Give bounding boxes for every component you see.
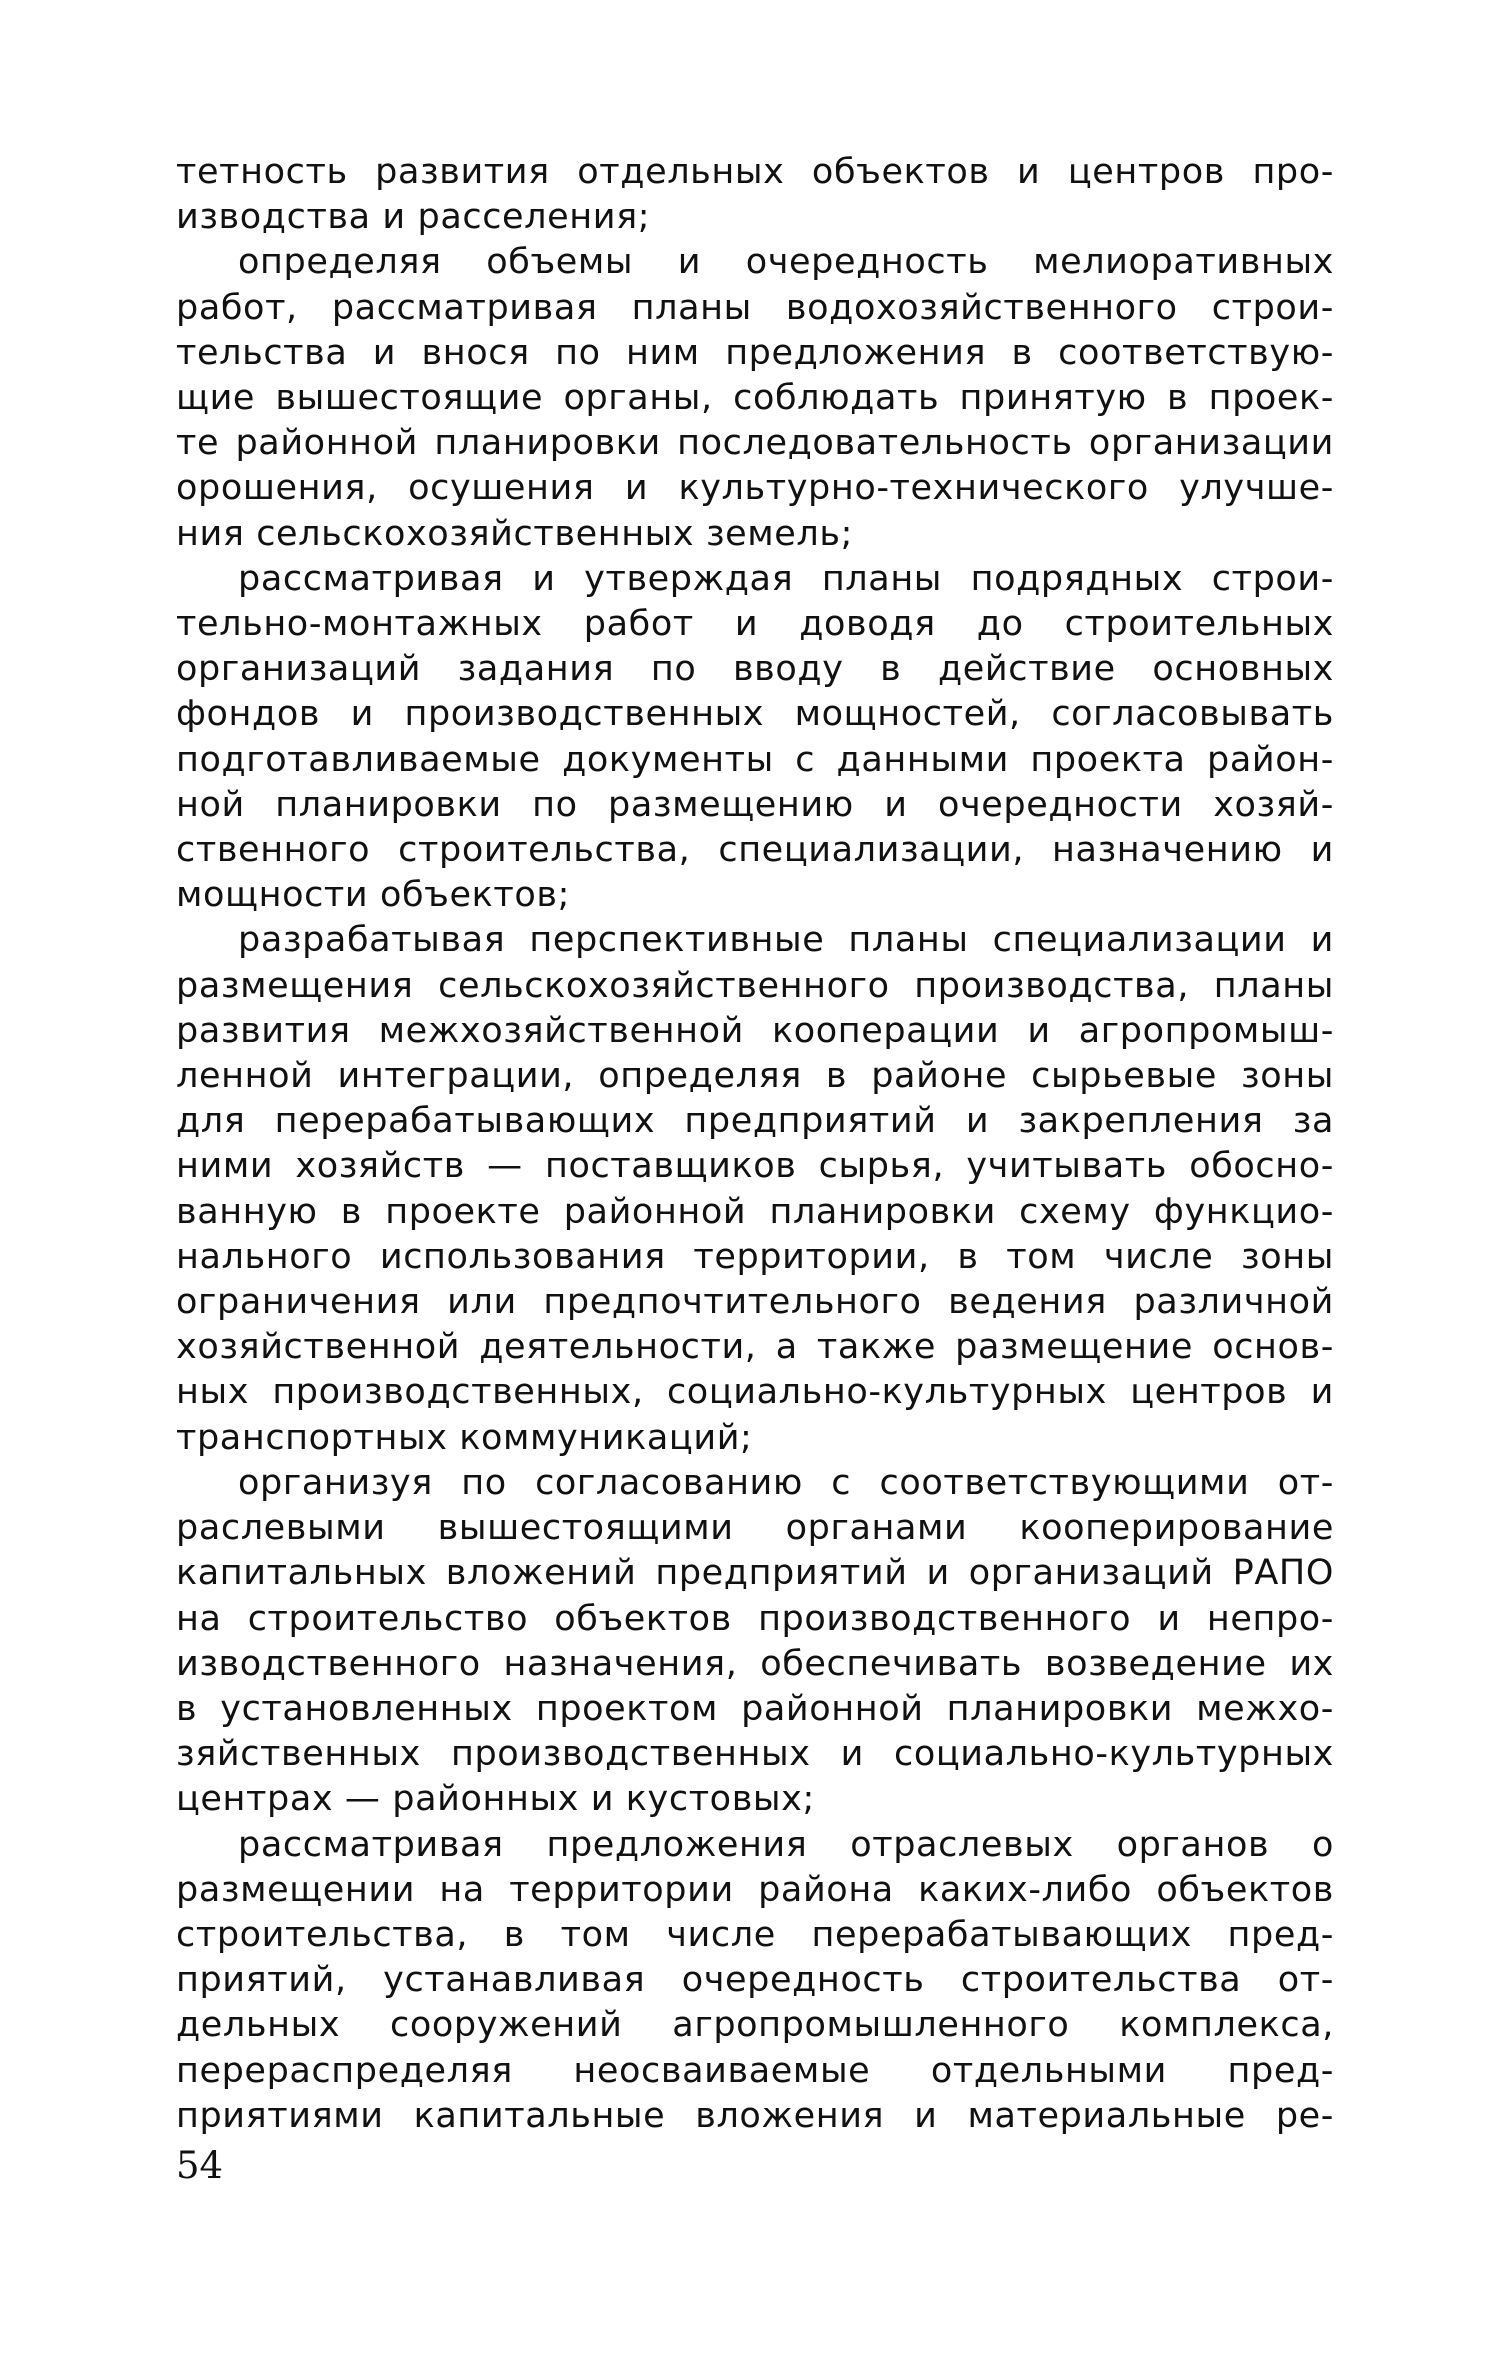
text-line: раслевыми вышестоящими органами кооперирование [176,1508,1334,1549]
text-line: ними хозяйств — поставщиков сырья, учитывать обосно- [176,1146,1334,1187]
text-line: размещения сельскохозяйственного производства, планы [176,965,1334,1006]
text-line: подготавливаемые документы с данными проекта район- [176,739,1334,780]
text-line: ной планировки по размещению и очередности хозяй- [176,784,1334,825]
document-body [176,150,1334,2139]
text-line: центрах — районных и кустовых; [176,1779,815,1820]
text-line: определяя объемы и очередность мелиоративных [238,242,1334,283]
text-line: фондов и производственных мощностей, согласовывать [176,694,1334,735]
text-line: организуя по согласованию с соответствующими от- [238,1462,1334,1503]
text-line: строительства, в том числе перерабатывающих пред- [176,1914,1334,1955]
text-line: тетность развития отдельных объектов и центров про- [176,152,1334,192]
text-line: мощности объектов; [176,875,571,916]
text-line: хозяйственной деятельности, а также размещение основ- [176,1327,1334,1368]
text-line: приятиями капитальные вложения и материальные ре- [176,2095,1334,2136]
text-line: капитальных вложений предприятий и организаций РАПО [176,1553,1334,1594]
text-line: щие вышестоящие органы, соблюдать принятую в проек- [176,378,1334,419]
text-line: дельных сооружений агропромышленного комплекса, [176,2005,1334,2046]
text-line: те районной планировки последовательность организации [176,423,1334,464]
page-number: 54 [176,2144,224,2187]
text-line: разрабатывая перспективные планы специализации и [238,920,1334,961]
text-line: изводства и расселения; [176,197,651,238]
text-line: рассматривая и утверждая планы подрядных строи- [238,558,1334,599]
text-line: организаций задания по вводу в действие основных [176,649,1334,690]
text-line: ственного строительства, специализации, назначению и [176,830,1334,871]
text-line: орошения, осушения и культурно-технического улучше- [176,468,1334,509]
text-line: тельно-монтажных работ и доводя до строительных [176,604,1334,645]
text-line: ния сельскохозяйственных земель; [176,513,854,554]
text-line: нального использования территории, в том числе зоны [176,1236,1334,1277]
text-line: развития межхозяйственной кооперации и агропромыш- [176,1010,1334,1051]
text-line: ных производственных, социально-культурных центров и [176,1372,1334,1413]
text-line: тельства и внося по ним предложения в соответствую- [176,332,1334,373]
text-line: приятий, устанавливая очередность строительства от- [176,1960,1334,2001]
text-line: ленной интеграции, определяя в районе сырьевые зоны [176,1056,1334,1097]
text-line: на строительство объектов производственного и непро- [176,1598,1334,1639]
text-line: изводственного назначения, обеспечивать возведение их [176,1643,1334,1684]
text-line: размещении на территории района каких-либо объектов [176,1869,1334,1910]
text-line: ванную в проекте районной планировки схему функцио- [176,1191,1334,1232]
text-line: в установленных проектом районной планировки межхо- [176,1688,1334,1729]
text-line: для перерабатывающих предприятий и закрепления за [176,1101,1334,1142]
text-line: зяйственных производственных и социально-культурных [176,1734,1334,1775]
text-line: ограничения или предпочтительного ведения различной [176,1282,1334,1323]
text-line: перераспределяя неосваиваемые отдельными пред- [176,2050,1334,2091]
text-line: транспортных коммуникаций; [176,1417,753,1458]
text-line: работ, рассматривая планы водохозяйственного строи- [176,287,1334,328]
text-line: рассматривая предложения отраслевых органов о [238,1824,1334,1865]
